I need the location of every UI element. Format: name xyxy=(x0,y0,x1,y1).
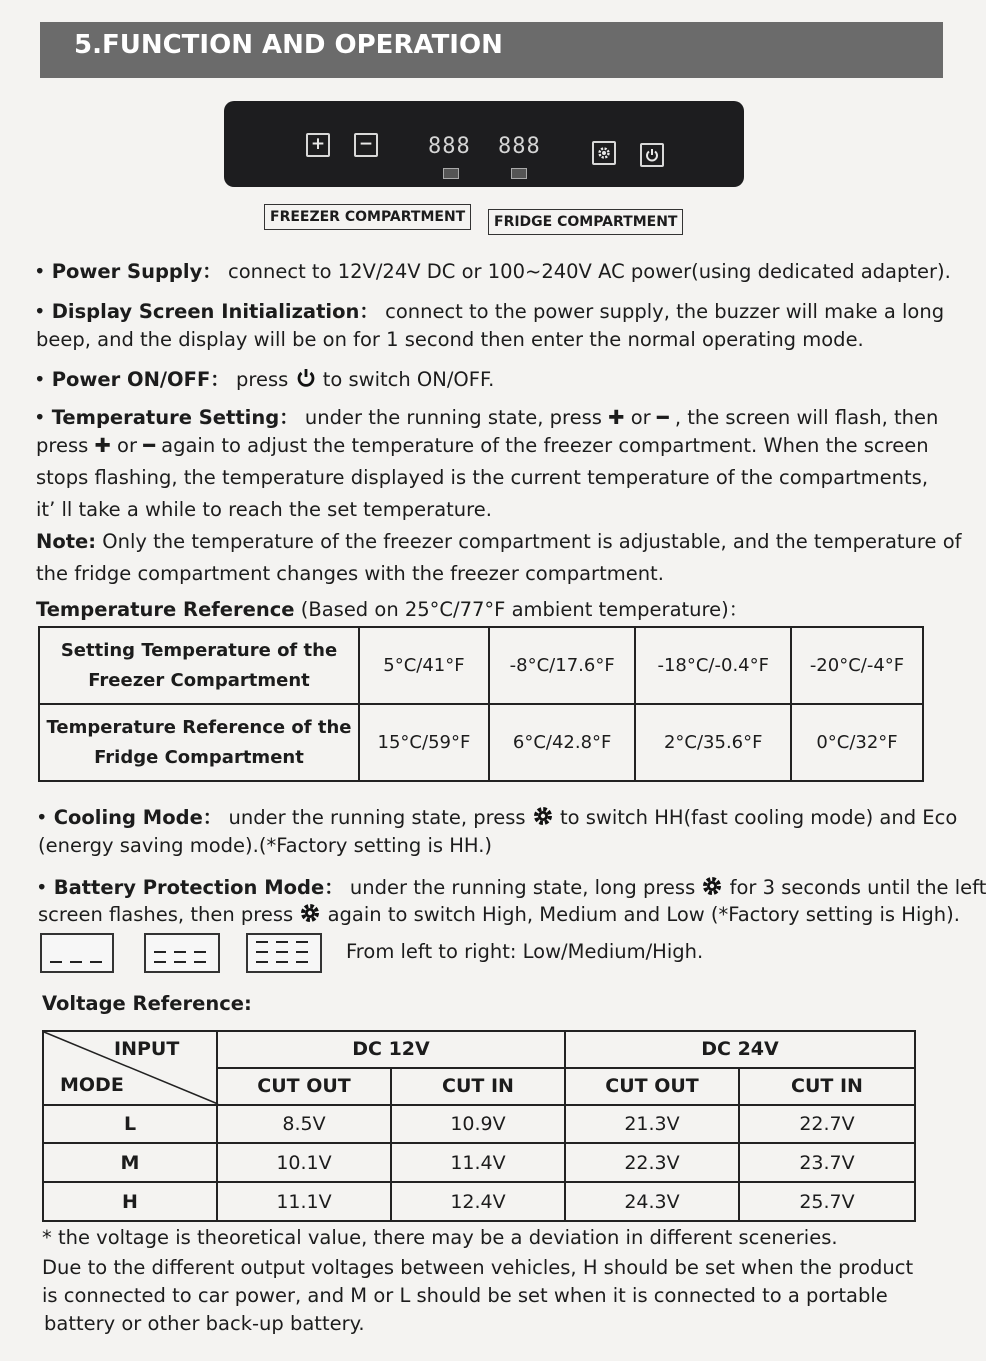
voltage-title: Voltage Reference: xyxy=(42,992,252,1015)
temp-setting-title: Temperature Setting xyxy=(51,406,280,429)
footnote-line3: is connected to car power, and M or L should be set when it is connected to a portable xyxy=(42,1284,888,1307)
footnote-line2: Due to the different output voltages between vehicles, H should be set when the product xyxy=(42,1256,914,1279)
cooling-line2: (energy saving mode).(*Factory setting is HH.) xyxy=(38,834,493,857)
table-cell: 22.3V xyxy=(565,1143,739,1182)
battery-title: Battery Protection Mode xyxy=(53,876,325,899)
note-line1 xyxy=(36,530,962,553)
power-button-icon xyxy=(640,143,664,167)
text: Setting Temperature of the xyxy=(60,639,338,661)
text: under the running state, press xyxy=(304,406,602,429)
section-title: 5.FUNCTION AND OPERATION xyxy=(74,30,503,60)
battery-line1: • Battery Protection Mode： under the running state, long press for 3 seconds until the left xyxy=(36,876,986,899)
dc24-header: DC 24V xyxy=(565,1031,915,1068)
temp-ref-heading xyxy=(36,594,748,622)
note-title: Note: xyxy=(36,530,97,553)
table-cell: 11.1V xyxy=(217,1182,391,1221)
text: Temperature Reference of the xyxy=(46,716,352,738)
sep: ： xyxy=(210,368,230,391)
voltage-reference-table xyxy=(42,1030,916,1222)
sep: ： xyxy=(202,806,223,829)
table-cell: 11.4V xyxy=(391,1143,565,1182)
table-row xyxy=(43,1143,915,1182)
table-cell: 10.1V xyxy=(217,1143,391,1182)
table-cell: 24.3V xyxy=(565,1182,739,1221)
footnote-line1: * the voltage is theoretical value, there may be a deviation in different sceneries. xyxy=(42,1226,838,1249)
fridge-compartment-label: FRIDGE COMPARTMENT xyxy=(488,209,683,235)
table-cell: 12.4V xyxy=(391,1182,565,1221)
text: Fridge Compartment xyxy=(94,746,304,768)
battery-low-icon xyxy=(40,933,114,973)
display-init-title: Display Screen Initialization xyxy=(51,300,360,323)
gear-icon xyxy=(299,902,321,924)
power-onoff-paragraph: • Power ON/OFF： press to switch ON/OFF. xyxy=(34,368,495,391)
display-init-line2: beep, and the display will be on for 1 second then enter the normal operating mode. xyxy=(36,328,864,351)
cut-in-header: CUT IN xyxy=(739,1068,915,1105)
temp-setting-line4: it’ ll take a while to reach the set temperature. xyxy=(36,498,492,521)
minus-icon: ━ xyxy=(143,434,155,457)
table-cell: M xyxy=(43,1143,217,1182)
fridge-display: 888 xyxy=(498,134,541,159)
power-supply-text: connect to 12V/24V DC or 100~240V AC power(using dedicated adapter). xyxy=(228,260,951,283)
text: under the running state, press xyxy=(228,806,526,829)
table-cell: -8°C/17.6°F xyxy=(489,627,636,704)
temp-setting-line1: • Temperature Setting： under the running state, press ✚ or ━ , the screen will flash, then xyxy=(34,406,939,429)
text: Only the temperature of the freezer compartment is adjustable, and the temperature of xyxy=(102,530,962,553)
table-cell: 10.9V xyxy=(391,1105,565,1144)
battery-high-icon xyxy=(246,933,322,973)
battery-medium-icon xyxy=(144,933,220,973)
table-cell: -18°C/-0.4°F xyxy=(635,627,791,704)
gear-icon xyxy=(701,875,723,897)
text: under the running state, long press xyxy=(349,876,696,899)
input-label: INPUT xyxy=(114,1038,180,1060)
footnote-line4: battery or other back-up battery. xyxy=(44,1312,365,1335)
temp-setting-line2 xyxy=(36,434,929,457)
table-cell xyxy=(39,704,359,781)
table-cell: 22.7V xyxy=(739,1105,915,1144)
gear-icon xyxy=(532,805,554,827)
table-cell: 0°C/32°F xyxy=(791,704,923,781)
battery-legend: From left to right: Low/Medium/High. xyxy=(346,940,704,963)
sep: ： xyxy=(359,300,379,323)
table-cell: H xyxy=(43,1182,217,1221)
table-cell: 5°C/41°F xyxy=(359,627,489,704)
power-onoff-post: to switch ON/OFF. xyxy=(322,368,495,391)
temp-ref-subtitle: (Based on 25°C/77°F ambient temperature)： xyxy=(300,598,749,621)
cut-out-header: CUT OUT xyxy=(565,1068,739,1105)
battery-line2 xyxy=(38,902,960,926)
gear-button-icon xyxy=(592,141,616,165)
power-onoff-title: Power ON/OFF xyxy=(51,368,211,391)
input-mode-cell xyxy=(43,1031,217,1105)
table-cell: 25.7V xyxy=(739,1182,915,1221)
table-cell: -20°C/-4°F xyxy=(791,627,923,704)
freezer-indicator-icon xyxy=(443,168,459,179)
text: or xyxy=(630,406,651,429)
table-cell: L xyxy=(43,1105,217,1144)
fridge-indicator-icon xyxy=(511,168,527,179)
text: press xyxy=(36,434,89,457)
power-icon xyxy=(295,367,317,389)
text: again to switch High, Medium and Low (*Factory setting is High). xyxy=(327,903,960,926)
plus-icon: ✚ xyxy=(608,406,625,429)
power-supply-title: Power Supply xyxy=(51,260,203,283)
sep: ： xyxy=(279,406,299,429)
minus-icon: ━ xyxy=(656,406,669,429)
sep: ： xyxy=(202,260,222,283)
table-row xyxy=(39,704,923,781)
cooling-line1: • Cooling Mode： under the running state, press to switch HH(fast cooling mode) and Eco xyxy=(36,806,958,829)
sep: ： xyxy=(324,876,344,899)
plus-icon: ✚ xyxy=(94,434,111,457)
text: screen flashes, then press xyxy=(38,903,294,926)
control-panel xyxy=(224,101,744,187)
mode-label: MODE xyxy=(60,1074,124,1096)
power-supply-paragraph: • Power Supply： connect to 12V/24V DC or 100~240V AC power(using dedicated adapter). xyxy=(34,260,951,283)
table-row xyxy=(39,627,923,704)
display-init-line1: • Display Screen Initialization： connect to the power supply, the buzzer will make a long xyxy=(34,300,945,323)
text: to switch HH(fast cooling mode) and Eco xyxy=(559,806,958,829)
dc12-header: DC 12V xyxy=(217,1031,565,1068)
text: or xyxy=(117,434,137,457)
text: again to adjust the temperature of the freezer compartment. When the screen xyxy=(161,434,929,457)
table-row xyxy=(43,1031,915,1068)
table-cell: 21.3V xyxy=(565,1105,739,1144)
text: Freezer Compartment xyxy=(88,669,310,691)
text: for 3 seconds until the left xyxy=(729,876,986,899)
temperature-reference-table xyxy=(38,626,924,782)
section-header xyxy=(40,22,943,78)
power-onoff-pre: press xyxy=(236,368,289,391)
plus-button: + xyxy=(306,133,330,157)
cooling-title: Cooling Mode xyxy=(53,806,203,829)
table-row xyxy=(43,1182,915,1221)
table-cell: 15°C/59°F xyxy=(359,704,489,781)
table-cell: 23.7V xyxy=(739,1143,915,1182)
display-init-text: connect to the power supply, the buzzer will make a long xyxy=(385,300,945,323)
table-cell xyxy=(39,627,359,704)
table-cell: 8.5V xyxy=(217,1105,391,1144)
freezer-display: 888 xyxy=(428,134,471,159)
table-cell: 2°C/35.6°F xyxy=(635,704,791,781)
table-cell: 6°C/42.8°F xyxy=(489,704,636,781)
cut-in-header: CUT IN xyxy=(391,1068,565,1105)
note-line2: the fridge compartment changes with the freezer compartment. xyxy=(36,562,664,585)
temp-ref-title: Temperature Reference xyxy=(36,598,295,621)
freezer-compartment-label: FREEZER COMPARTMENT xyxy=(264,204,471,230)
table-row xyxy=(43,1105,915,1144)
text: , the screen will flash, then xyxy=(674,406,939,429)
cut-out-header: CUT OUT xyxy=(217,1068,391,1105)
minus-button: − xyxy=(354,133,378,157)
temp-setting-line3: stops flashing, the temperature displayed is the current temperature of the compartments, xyxy=(36,466,929,489)
